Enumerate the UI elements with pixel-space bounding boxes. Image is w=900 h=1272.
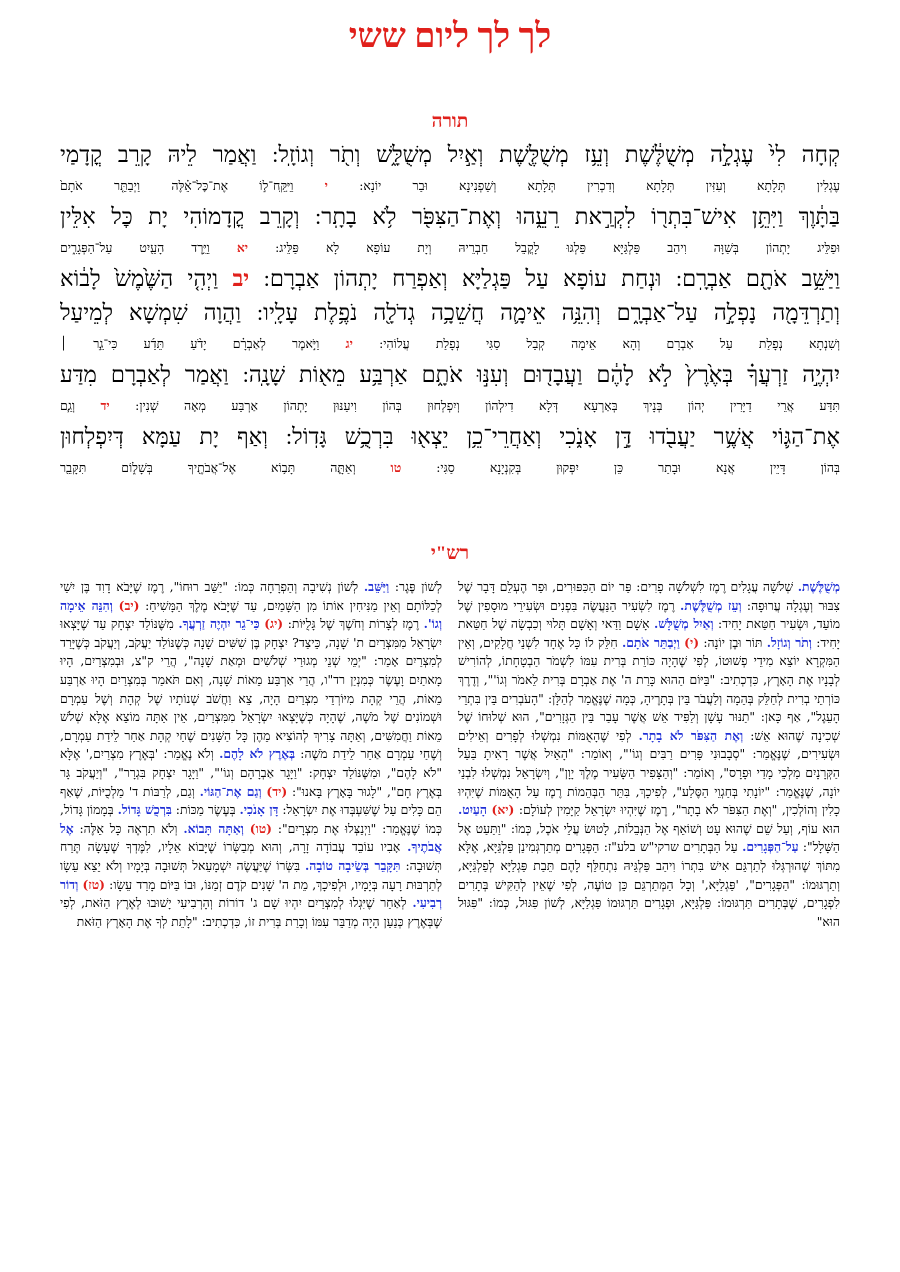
verse-number: יא [236,240,249,255]
dibur-hamatchil: דָּן אָנֹכִי. [239,802,279,818]
torah-verse-line [60,358,840,392]
dibur-hamatchil: בִּרְכֻשׁ גָּדוֹל. [117,802,172,818]
dibur-hamatchil: עַל־הַפְּגָרִים. [742,839,799,855]
verse-number: טו [390,460,402,475]
dibur-hamatchil: וַיְבַתֵּר אֹתָם. [621,634,680,650]
verse-number: (יב) [118,597,140,613]
text-segment: תִּדַּע אֲרֵי דַיָּרִין יְהוֹן בְּנָיךְ בְּאַרְעָא דְּלָא דִילְהוֹן וְיִפְלְחוּן בְּהוֹן וִיעַנּוּן יָתְהוֹן אַרְבַּע מְאָה שְׁנִין: [109,398,840,413]
commentary-text: וְגַם, לְרַבּוֹת ד' מַלְכֻיּוֹת, שֶׁאַף הֵם כָּלִים עַל שֶׁשִּׁעְבְּדוּ אֶת יִשְׂרָאֵל: [60,784,442,818]
commentary-text: מִשֶּׁנּוֹלַד יִצְחָק עַד שֶׁיָּצְאוּ יִשְׂרָאֵל מִמִּצְרַיִם ת' שָׁנָה, כֵּיצַד? יִצְחָק בֶּן שִׁשִּׁים שָׁנָה כְּשֶׁנּוֹלַד יַעֲקֹב, וְיַעֲקֹב כְּשֶׁיָּרַד לְמִצְרַיִם אָמַר: "יְמֵי שְׁנֵי מְגוּרַי שְׁלֹשִׁים וּמְאַת שָׁנָה", הֲרֵי ק"צ, וּבְמִצְרַיִם, הָיוּ מָאתַיִם וָעֶשֶׂר כְּמִנְיַן רד"ו, הֲרֵי אַרְבַּע מֵאוֹת שָׁנָה, וְאִם תֹּאמַר בְּמִצְרַיִם הָיוּ אַרְבַּע מֵאוֹת, הֲרֵי קְהָת מִיּוֹרְדֵי מִצְרַיִם הָיָה, צֵא וַחֲשֹׁב שְׁנוֹתָיו שֶׁל קְהָת וְשֶׁל עַמְרָם וּשְׁמוֹנִים שֶׁל מֹשֶׁה, שֶׁהָיָה כְּשֶׁיָּצְאוּ יִשְׂרָאֵל מִמִּצְרַיִם, אֵין אַתָּה מוֹצֵא אֶלָּא שְׁלֹשׁ מֵאוֹת וַחֲמִשִּׁים, וְאַתָּה צָרִיךְ לְהוֹצִיא מֵהֶן כָּל הַשָּׁנִים שֶׁחַי קְהָת אַחַר לֵידַת עַמְרָם, וְשֶׁחַי עַמְרָם אַחַר לֵידַת מֹשֶׁה: [60,617,442,762]
commentary-text: וְלֹא תִרְאֶה כָּל אֵלֶּה: [73,821,184,836]
commentary-text: בְּמָמוֹן גָּדוֹל, כְּמוֹ שֶׁנֶּאֱמַר: "וַיְנַצְּלוּ אֶת מִצְרָיִם": [60,803,442,836]
text-segment: וְשִׁנְתָא נְפָלַת עַל אַבְרָם וְהָא אֵימָה קְבַל סַגִּי נְפָלַת עֲלוֹהִי: [352,336,840,351]
verse-number: (יג) [264,616,284,632]
dibur-hamatchil: תִּקָּבֵר בְּשֵׂיבָה טוֹבָה. [305,857,401,873]
dibur-hamatchil: וְעֵז מְשֻׁלֶּשֶׁת. [680,597,742,613]
dibur-hamatchil: וַיַּשֵּׁב. [363,579,390,594]
commentary-text: שְׁלֹשָׁה עֲגָלִים רֶמֶז לִשְׁלֹשָׁה פָרִים: פַּר יוֹם הַכִּפּוּרִים, וּפַר הֶעְלֵם דָּבָר שֶׁל צִבּוּר וְעֶגְלָה עֲרוּפָה: [458,580,840,613]
commentary-text: רֶמֶז לְצָרוֹת וְחֹשֶׁךְ שֶׁל גָּלֻיּוֹת: [283,617,424,632]
verse-number: י [324,178,328,193]
dibur-hamatchil: וְתֹר וְגוֹזָל. [766,634,812,650]
text-segment: וּפַלֵּיג יָתְהוֹן בְּשַׁוָּה וִיהַב פַּלְגַּיָּא פַּלְגּוּ לָקֳבֵל חַבְרֵיהּ וְיָת עוֹפָא לָא פַּלֵּיג: [248,240,840,255]
text-segment: עֶגְלִין תְּלָתָא וְעִזִּין תְּלָתָא וְדִכְרִין תְּלָתָא וְשַׁפְנִינָא וּבַר יוֹנָא: [327,178,840,193]
commentary-text: לְפִי שֶׁהָאֻמּוֹת נִמְשְׁלוּ לְפָרִים וְאֵילִים וּשְׂעִירִים, שֶׁנֶּאֱמַר: "סְבָבוּנִי פָּרִים רַבִּים וְגוֹ'", וְאוֹמֵר: "הָאַיִל אֲשֶׁר רָאִיתָ בַּעַל הַקְּרָנָיִם מַלְכֵי מָדַי וּפָרָס", וְאוֹמֵר: "וְהַצָּפִיר הַשָּׂעִיר מֶלֶךְ יָוָן", וְיִשְׂרָאֵל נִמְשְׁלוּ לִבְנֵי יוֹנָה, שֶׁנֶּאֱמַר: "יוֹנָתִי בְּחַגְוֵי הַסֶּלַע", לְפִיכָךְ, בִּתֵּר הַבְּהֵמוֹת רֶמֶז עַל הָאֻמּוֹת שֶׁיִּהְיוּ כָלִין וְהוֹלְכִין, "וְאֶת הַצִּפֹּר לֹא בָתָר", רֶמֶז שֶׁיִּהְיוּ יִשְׂרָאֵל קַיָּמִין לְעוֹלָם: [458,728,840,818]
text-segment: אֶת־הַגּ֛וֹי אֲשֶׁ֥ר יַעֲבֹ֖דוּ דָּ֣ן אָנֹ֑כִי וְאַחֲרֵי־כֵ֥ן יֵצְא֖וּ בִּרְכֻ֥שׁ גָּדֽוֹל: [267,424,840,449]
commentary-text: תּוֹר וּבֶן יוֹנָה: [699,635,767,650]
torah-verse-line [60,262,840,296]
text-segment: וַהֲוָה שִׁמְשָׁא לְמֵיעַל [60,300,241,325]
verse-number: (יד) [266,783,288,799]
text-segment: יִהְיֶ֣ה זַרְעֲךָ֗ בְּאֶ֙רֶץ֙ לֹ֣א לָהֶ֔ם וַעֲבָד֖וּם וְעִנּ֣וּ אֹתָ֑ם אַרְבַּ֥ע מֵא֖וֹת שָׁנָֽה: [228,362,840,387]
commentary-text: רֶמֶז לִשְׂעִיר הַנַּעֲשֶׂה בִּפְנִים וּשְׂעִירֵי מוּסָפִין שֶׁל מוֹעֵד, וּשְׂעִיר חַטַּאת יָחִיד: [458,598,841,632]
dibur-hamatchil: כִּי־גֵר יִהְיֶה זַרְעֲךָ. [178,616,260,632]
verse-number: (יא) [491,802,515,818]
commentary-text: בִּשְּׂרוֹ שֶׁיַּעֲשֶׂה יִשְׁמָעֵאל תְּשׁוּבָה בְּיָמָיו וְלֹא יֵצֵא עֵשָׂו לְתַרְבּוּת רָעָה בְּיָמָיו, וּלְפִיכָךְ, מֵת ה' שָׁנִים קֹדֶם זְמַנּוֹ, וּבוֹ בַּיּוֹם מָרַד עֵשָׂו: [60,858,442,892]
onkelos-line [60,392,840,420]
verse-number: יב [232,266,250,291]
verse-number: (י) [684,634,700,650]
commentary-text: עַל הַבְּתָרִים שרקי"ש בלע"ז: הַפְּגָרִים מְתַרְגְּמִינַן פַּלְגַּיָּא, אֶלָּא מִתּוֹךְ שֶׁהוּרְגְּלוּ לְתַרְגֵּם אִישׁ בִּתְרוֹ וִיהַב פַּלְגֵּיהּ נִתְחַלֵּף לָהֶם תֵּבַת פַּגְלַיָּא לְפַלְגַּיָּא, וְתַרְגּוּמוֹ: "הַפְּגָרִים", 'פַּגְלַיָּא,' וְכָל הַמְּתַרְגֵּם כֵּן טוֹעֶה, לְפִי שֶׁאֵין לְהַקִּישׁ בְּתָרִים לִפְגָרִים, שֶׁבְּתָרִים תַּרְגּוּמוֹ: פַּלְגַּיָּא, וּפְגָרִים תַּרְגּוּמוֹ פַּגְלַיָּא, לְשׁוֹן פִּגּוּל, כְּמוֹ: "פִּגּוּל הוּא" [458,840,840,929]
text-segment: קְחָה לִי֙ עֶגְלָ֣ה מְשֻׁלֶּ֔שֶׁת וְעֵ֥ז מְשֻׁלֶּ֖שֶׁת וְאַ֣יִל מְשֻׁלָּ֑שׁ וְתֹ֖ר וְגוֹזָֽל: [256,142,840,167]
text-segment: וְגַ֧ם [60,398,101,413]
dibur-hamatchil: וְהִנֵּה אֵימָה וְגוֹ'. [60,597,442,632]
verse-number: (טו) [249,820,272,836]
onkelos-line [60,330,840,358]
verse-number: (טז) [82,876,105,892]
text-segment: בַּתָּ֔וֶךְ וַיִּתֵּ֥ן אִישׁ־בִּתְר֖וֹ לִקְרַ֣את רֵעֵ֑הוּ וְאֶת־הַצִּפֹּ֖ר לֹ֥א בָתָֽר: [299,204,840,229]
torah-verse-line [60,138,840,172]
dibur-hamatchil: בְּאֶרֶץ לֹא לָהֶם. [219,746,296,762]
text-segment: וַיֹּ֣אמֶר לְאַבְרָ֗ם יָדֹ֨עַ תֵּדַ֜ע כִּי־גֵ֣ר ׀ [60,336,346,351]
torah-text [60,138,840,482]
rashi-heading: רש"י [430,543,470,564]
text-segment: וַיִּֽקַּֽח־ל֣וֹ אֶת־כׇּל־אֵ֗לֶּה וַיְבַתֵּ֤ר אֹתָם֙ [60,178,325,193]
text-segment: וְקָרֵב קֳדָמוֹהִי יָת כׇּל אִלֵּין [60,204,300,229]
dibur-hamatchil: וְאַתָּה תָּבוֹא. [183,820,244,836]
page-title: לך לך ליום ששי [348,18,552,55]
commentary-text: לְאַחַר שֶׁיִּגְלוּ לְמִצְרַיִם יִהְיוּ שָׁם ג' דוֹרוֹת וְהָרְבִיעִי יָשׁוּבוּ לְאֶרֶץ הַזֹּאת, לְפִי שֶׁבְּאֶרֶץ כְּנַעַן הָיָה מְדַבֵּר עִמּוֹ וְכָרַת בְּרִית זוֹ, כִּדְכְתִיב: "לָתֵת לְךָ אֶת הָאָרֶץ הַזֹּאת [60,896,442,929]
commentary-text: וְלֹא נֶאֱמַר: 'בְּאֶרֶץ מִצְרַיִם,' אֶלָּא "לֹא לָהֶם", וּמִשֶּׁנּוֹלַד יִצְחָק: "וַיָּגָר אַבְרָהָם וְגוֹ'", "וַיָּגָר יִצְחָק בִּגְרָר", "וְיַעֲקֹב גָּר בְּאֶרֶץ חָם", "לָגוּר בָּאָרֶץ בָּאנוּ": [60,747,442,799]
text-segment: וַיַּשֵּׁ֥ב אֹתָ֖ם אַבְרָֽם: [661,266,840,291]
verse-number: יד [100,398,110,413]
torah-verse-line [60,420,840,454]
text-segment: וַאֲמַר לְאַבְרָם מִדַּע [60,362,229,387]
commentary-text: לְשׁוֹן נְשִׁיבָה וְהַפְרָחָה כְּמוֹ: "יַשֵּׁב רוּחוֹ", רֶמֶז שֶׁיָּבֹא דָוִד בֶּן יִשַׁי לְכַלּוֹתָם וְאֵין מַנִּיחִין אוֹתוֹ מִן הַשָּׁמַיִם, עַד שֶׁיָּבֹא מֶלֶךְ הַמָּשִׁיחַ: [60,580,442,613]
dibur-hamatchil: וְגַם אֶת־הַגּוֹי. [199,783,262,799]
onkelos-line [60,172,840,200]
text-segment: וּנְחַת עוֹפָא עַל פַּגְלַיָּא וְאַפְרַח יָתְהוֹן אַבְרָם: [249,266,662,291]
onkelos-line [60,234,840,262]
commentary-text: הוּא עוֹף, וְעַל שֵׁם שֶׁהוּא עָט וְשׁוֹאֵף אֶל הַנְּבֵלוֹת, לָטוּשׂ עֲלֵי אֹכֶל, כְּמוֹ: "וַתַּעַט אֶל הַשָּׁלָל": [458,821,840,855]
commentary-text: חִלֵּק לוֹ כָּל אֶחָד לִשְׁנֵי חֲלָקִים, וְאֵין הַמִּקְרָא יוֹצֵא מִידֵי פְשׁוּטוֹ, לְפִי שֶׁהָיָה כּוֹרֵת בְּרִית עִמּוֹ לִשְׁמֹר הַבְטָחָתוֹ, לְהוֹרִישׁ לְבָנָיו אֶת הָאָרֶץ, כִּדְכְתִיב: "בַּיּוֹם הַהוּא כָּרַת ה' אֶת אַבְרָם בְּרִית לֵאמֹר וְגוֹ'", וְדֶרֶךְ כּוֹרְתֵי בְרִית לְחַלֵּק בְּהֵמָה וְלַעֲבֹר בֵּין בְּתָרֶיהָ, כְּמָה שֶׁנֶּאֱמַר לְהַלָּן: "הָעֹבְרִים בֵּין בִּתְרֵי הָעֵגֶל", אַף כָּאן: "תַנּוּר עָשָׁן וְלַפִּיד אֵשׁ אֲשֶׁר עָבַר בֵּין הַגְּזָרִים", הוּא שְׁלוּחוֹ שֶׁל שְׁכִינָה שֶׁהוּא אֵשׁ: [458,635,840,743]
text-segment: וַיֵּ֥רֶד הָעַ֖יִט עַל־הַפְּגָרִ֑ים [60,240,237,255]
verse-number: יג [345,336,353,351]
rashi-column-right [458,578,840,931]
text-segment: וַיְהִ֤י הַשֶּׁ֙מֶשׁ֙ לָב֔וֹא [60,266,233,291]
dibur-hamatchil: וְדוֹר רְבִיעִי. [60,876,442,911]
onkelos-line [60,454,840,482]
text-segment: וְאַף יָת עַמָּא דְּיִפְלְחוּן [60,424,268,449]
commentary-text: לְשׁוֹן פֶּגֶר: [389,580,442,594]
torah-heading: תורה [431,111,469,132]
text-segment: וְתַרְדֵּמָ֖ה נָפְלָ֣ה עַל־אַבְרָ֑ם וְהִנֵּ֥ה אֵימָ֛ה חֲשֵׁכָ֥ה גְדֹלָ֖ה נֹפֶ֥לֶת עָלָֽיו: [241,300,840,325]
text-segment: וְאַתָּ֛ה תָּב֥וֹא אֶל־אֲבֹתֶ֖יךָ בְּשָׁל֑וֹם תִּקָּבֵ֖ר [60,460,391,475]
rashi-column-left [60,578,442,931]
commentary-text: אָשָׁם וַדַּאי וְאָשָׁם תָּלוּי וְכִבְשָׂה שֶׁל חַטַּאת יָחִיד: [458,617,841,650]
dibur-hamatchil: מְשֻׁלֶּשֶׁת. [797,579,840,594]
dibur-hamatchil: וְאֶת הַצִּפֹּר לֹא בָתָר. [638,727,744,743]
commentary-text: אָבִיו עוֹבֵד עֲבוֹדָה זָרָה, וְהוּא מְבַשְּׂרוֹ שֶׁיָּבוֹא אֵלָיו, לִמֶּדְךָ שֶׁעָשָׂה תֶּרַח תְּשׁוּבָה: [60,840,442,873]
rashi-paragraph [60,578,442,931]
torah-verse-line [60,296,840,330]
commentary-text: בְּעֶשֶׂר מַכּוֹת: [171,803,240,818]
dibur-hamatchil: הָעַיִט. [458,802,487,818]
text-segment: בְּהוֹן דָּיֵין אֲנָא וּבָתַר כֵּן יִפְּקוּן בְּקִנְיָנָא סַגִּי: [401,460,840,475]
rashi-paragraph [458,578,840,931]
torah-verse-line [60,200,840,234]
dibur-hamatchil: אֶל אֲבֹתֶיךָ. [60,820,442,855]
dibur-hamatchil: וְאַיִל מְשֻׁלָּשׁ. [653,616,714,632]
text-segment: וַאֲמַר לֵיהּ קָרֵב קֳדָמַי [60,142,257,167]
